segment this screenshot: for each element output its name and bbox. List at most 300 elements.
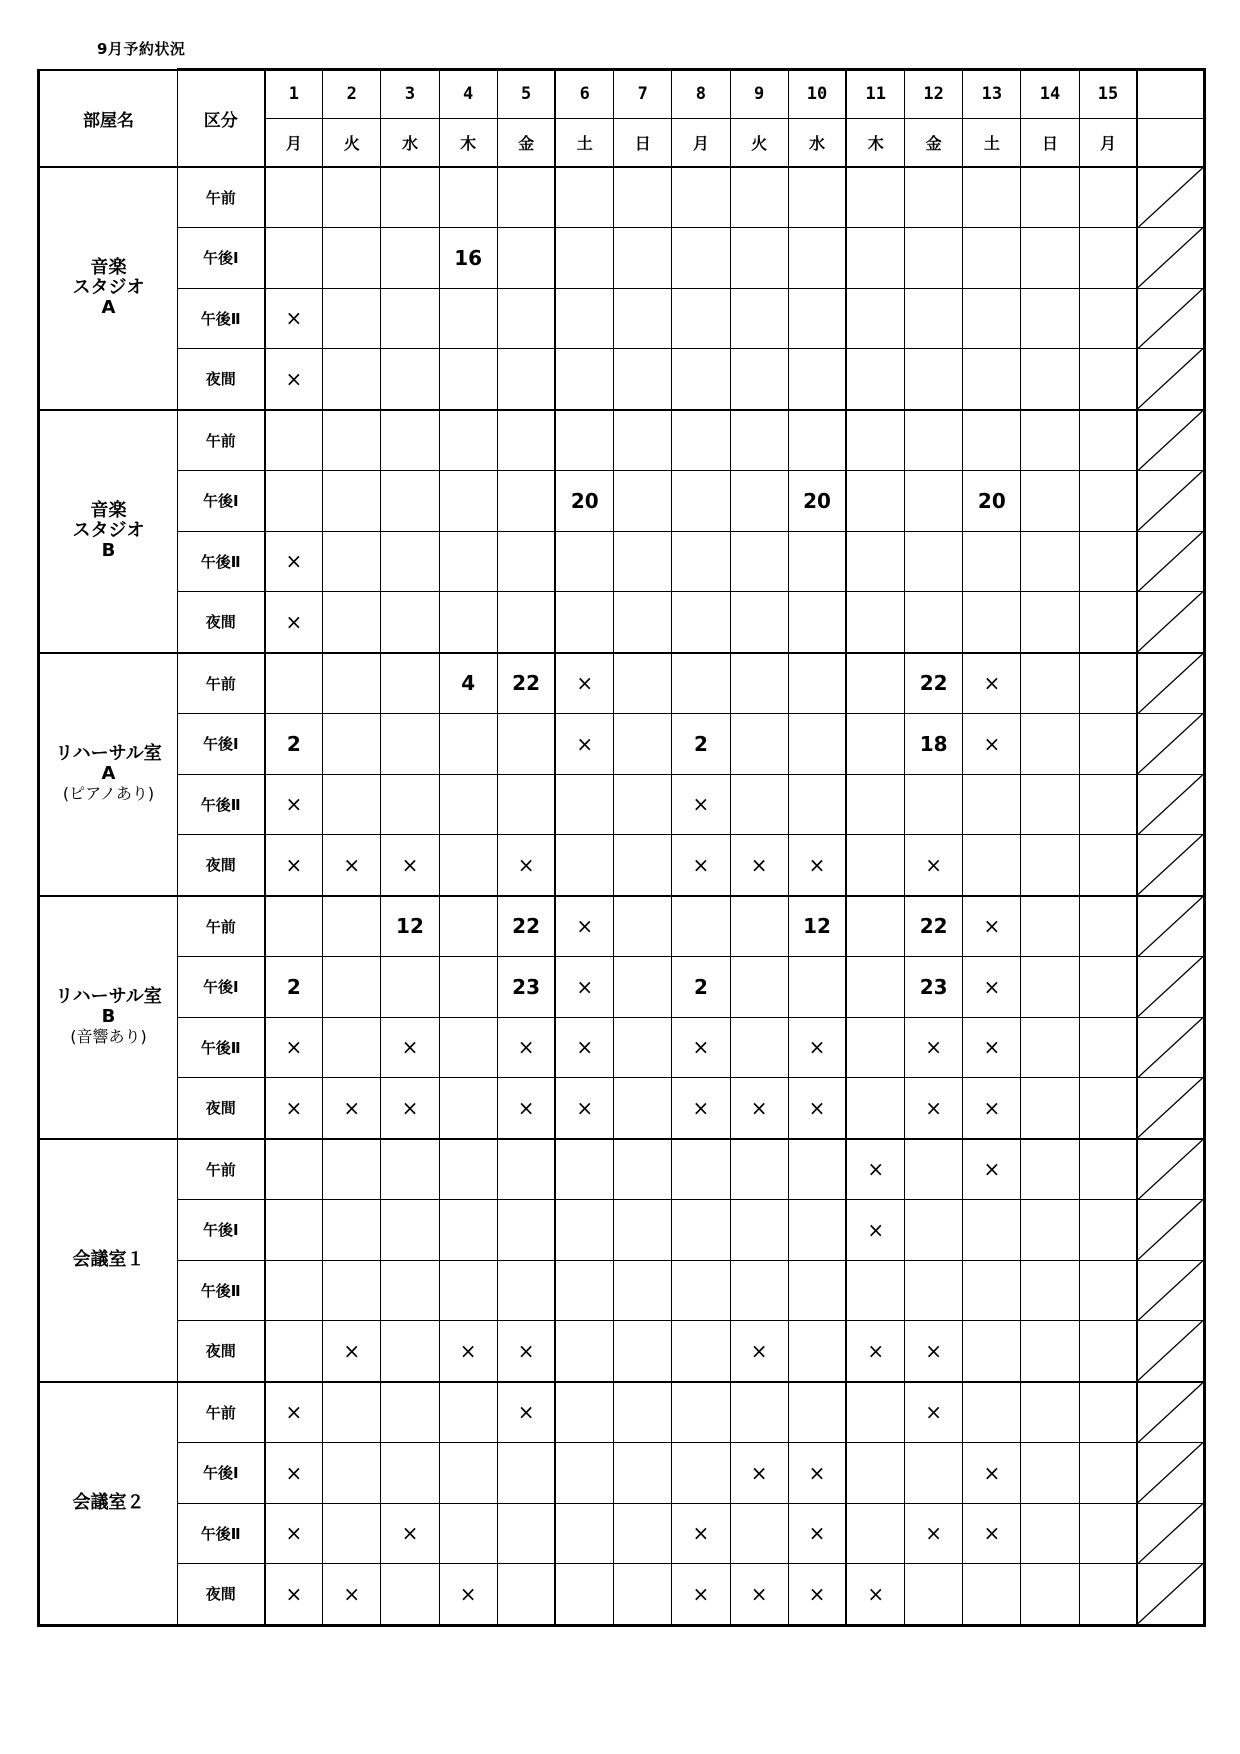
reservation-cell <box>788 714 846 775</box>
room-name-line: 音楽 <box>90 500 127 521</box>
room-name <box>39 653 178 896</box>
reservation-cell: × <box>555 1017 613 1078</box>
room-name-line: 会議室２ <box>72 1492 145 1513</box>
reservation-cell <box>381 1382 439 1443</box>
reservation-cell <box>1079 653 1137 714</box>
reservation-cell <box>381 349 439 410</box>
reservation-cell <box>1079 1443 1137 1504</box>
reservation-cell <box>439 1078 497 1139</box>
reservation-cell: × <box>672 774 730 835</box>
reservation-cell <box>439 835 497 896</box>
reservation-cell <box>963 167 1021 228</box>
reservation-cell: × <box>672 1078 730 1139</box>
date-header: 6 <box>555 70 613 119</box>
reservation-cell <box>265 896 323 957</box>
date-header: 3 <box>381 70 439 119</box>
reservation-cell <box>439 531 497 592</box>
reservation-cell: 22 <box>497 896 555 957</box>
reservation-cell <box>323 896 381 957</box>
reservation-cell <box>614 592 672 653</box>
unavailable-cell <box>1137 1443 1204 1504</box>
reservation-cell <box>497 228 555 289</box>
reservation-cell <box>323 957 381 1018</box>
slot-row <box>39 228 1205 289</box>
reservation-cell <box>1079 957 1137 1018</box>
slot-row <box>39 592 1205 653</box>
slot-column-header: 区分 <box>178 70 265 167</box>
reservation-cell: × <box>323 1078 381 1139</box>
reservation-cell <box>323 1260 381 1321</box>
reservation-cell <box>905 167 963 228</box>
reservation-cell <box>1021 228 1079 289</box>
reservation-cell: × <box>497 1017 555 1078</box>
reservation-cell <box>555 1443 613 1504</box>
reservation-cell <box>1079 774 1137 835</box>
reservation-cell <box>1021 1321 1079 1382</box>
reservation-cell <box>1079 1321 1137 1382</box>
reservation-cell <box>963 835 1021 896</box>
reservation-cell <box>846 471 904 532</box>
room-name-line: A <box>101 763 116 784</box>
reservation-cell <box>381 471 439 532</box>
reservation-cell <box>846 228 904 289</box>
reservation-cell <box>1079 1260 1137 1321</box>
reservation-cell <box>439 167 497 228</box>
reservation-cell <box>439 1017 497 1078</box>
reservation-body <box>39 167 1205 1626</box>
reservation-cell <box>846 1078 904 1139</box>
slot-label: 夜間 <box>178 1078 265 1139</box>
reservation-cell <box>439 896 497 957</box>
reservation-cell: × <box>730 835 788 896</box>
reservation-cell: × <box>963 1443 1021 1504</box>
date-header: 11 <box>846 70 904 119</box>
reservation-cell <box>730 1260 788 1321</box>
reservation-cell <box>439 957 497 1018</box>
reservation-cell: × <box>381 1078 439 1139</box>
unavailable-cell <box>1137 1260 1204 1321</box>
reservation-cell <box>1079 1017 1137 1078</box>
reservation-cell <box>846 592 904 653</box>
reservation-cell <box>323 349 381 410</box>
reservation-cell <box>381 1564 439 1626</box>
reservation-cell <box>381 531 439 592</box>
reservation-cell: 22 <box>905 653 963 714</box>
room-column-header: 部屋名 <box>39 70 178 167</box>
reservation-cell <box>905 1200 963 1261</box>
reservation-cell <box>439 1503 497 1564</box>
reservation-cell <box>1079 1503 1137 1564</box>
reservation-cell: × <box>788 835 846 896</box>
reservation-cell <box>846 714 904 775</box>
reservation-cell <box>1021 835 1079 896</box>
room-name-line: 音楽 <box>90 257 127 278</box>
reservation-cell <box>846 774 904 835</box>
reservation-cell: × <box>497 835 555 896</box>
reservation-cell: × <box>788 1017 846 1078</box>
reservation-cell <box>614 1200 672 1261</box>
slot-label: 午後Ⅱ <box>178 774 265 835</box>
reservation-cell <box>905 410 963 471</box>
reservation-cell <box>381 228 439 289</box>
reservation-cell <box>846 896 904 957</box>
reservation-cell <box>846 1382 904 1443</box>
reservation-cell <box>730 714 788 775</box>
slot-row <box>39 167 1205 228</box>
reservation-cell <box>1079 349 1137 410</box>
reservation-cell <box>730 349 788 410</box>
reservation-cell <box>788 957 846 1018</box>
reservation-cell <box>1021 410 1079 471</box>
reservation-cell: × <box>963 1503 1021 1564</box>
weekday-header: 月 <box>672 118 730 167</box>
slot-row <box>39 1564 1205 1626</box>
reservation-cell <box>323 228 381 289</box>
weekday-header: 水 <box>381 118 439 167</box>
unavailable-cell <box>1137 1078 1204 1139</box>
reservation-cell <box>788 288 846 349</box>
date-header: 12 <box>905 70 963 119</box>
reservation-cell <box>265 1200 323 1261</box>
unavailable-cell <box>1137 957 1204 1018</box>
reservation-cell <box>846 653 904 714</box>
room-name-line: (音響あり) <box>70 1027 147 1046</box>
reservation-cell <box>1021 288 1079 349</box>
reservation-cell <box>497 1200 555 1261</box>
date-header: 15 <box>1079 70 1137 119</box>
reservation-cell <box>555 531 613 592</box>
slot-row <box>39 896 1205 957</box>
reservation-cell <box>555 1382 613 1443</box>
reservation-cell: × <box>963 896 1021 957</box>
reservation-cell <box>1021 1260 1079 1321</box>
reservation-cell <box>555 835 613 896</box>
reservation-cell <box>672 349 730 410</box>
reservation-cell <box>381 592 439 653</box>
reservation-cell: 12 <box>381 896 439 957</box>
reservation-cell <box>555 1503 613 1564</box>
unavailable-cell <box>1137 1200 1204 1261</box>
reservation-cell <box>323 471 381 532</box>
unavailable-cell <box>1137 167 1204 228</box>
reservation-cell <box>497 592 555 653</box>
reservation-cell <box>323 1139 381 1200</box>
unavailable-cell <box>1137 592 1204 653</box>
reservation-cell: × <box>788 1564 846 1626</box>
date-header: 10 <box>788 70 846 119</box>
slot-row <box>39 531 1205 592</box>
reservation-cell <box>555 410 613 471</box>
reservation-cell: × <box>265 1382 323 1443</box>
reservation-cell <box>963 349 1021 410</box>
slot-label: 午前 <box>178 167 265 228</box>
reservation-cell <box>963 1321 1021 1382</box>
reservation-cell <box>555 1564 613 1626</box>
room-name <box>39 1139 178 1382</box>
slot-label: 午後Ⅰ <box>178 471 265 532</box>
date-header: 2 <box>323 70 381 119</box>
slot-row <box>39 653 1205 714</box>
reservation-cell <box>1079 1382 1137 1443</box>
reservation-cell: × <box>672 1503 730 1564</box>
header-date-row <box>39 70 1205 119</box>
reservation-cell: × <box>555 714 613 775</box>
slot-row <box>39 1139 1205 1200</box>
slot-row <box>39 714 1205 775</box>
reservation-cell <box>1021 1503 1079 1564</box>
reservation-cell <box>439 1200 497 1261</box>
weekday-header: 土 <box>555 118 613 167</box>
reservation-cell <box>555 1321 613 1382</box>
reservation-cell <box>497 1139 555 1200</box>
reservation-cell <box>1021 957 1079 1018</box>
date-header: 1 <box>265 70 323 119</box>
reservation-cell <box>905 228 963 289</box>
reservation-cell <box>614 1503 672 1564</box>
reservation-cell <box>1021 653 1079 714</box>
reservation-cell <box>265 167 323 228</box>
reservation-cell: × <box>265 1443 323 1504</box>
unavailable-cell <box>1137 228 1204 289</box>
slot-row <box>39 471 1205 532</box>
reservation-cell <box>1079 531 1137 592</box>
reservation-cell <box>1079 1078 1137 1139</box>
slot-row <box>39 349 1205 410</box>
reservation-cell: × <box>846 1564 904 1626</box>
reservation-cell <box>614 835 672 896</box>
reservation-cell <box>1079 714 1137 775</box>
reservation-cell <box>788 167 846 228</box>
slot-label: 午後Ⅱ <box>178 1260 265 1321</box>
weekday-header: 金 <box>497 118 555 167</box>
reservation-cell <box>730 896 788 957</box>
slot-row <box>39 774 1205 835</box>
reservation-cell: × <box>381 1503 439 1564</box>
slot-label: 午前 <box>178 1382 265 1443</box>
reservation-cell: × <box>555 957 613 1018</box>
slot-row <box>39 1503 1205 1564</box>
reservation-cell <box>381 167 439 228</box>
reservation-cell <box>1021 1564 1079 1626</box>
reservation-cell <box>730 592 788 653</box>
room-name-line: スタジオ <box>72 520 145 541</box>
reservation-cell <box>555 1139 613 1200</box>
reservation-cell <box>555 349 613 410</box>
reservation-cell <box>1021 349 1079 410</box>
reservation-cell <box>788 1321 846 1382</box>
reservation-cell: × <box>846 1139 904 1200</box>
reservation-cell <box>730 1503 788 1564</box>
reservation-cell <box>846 1017 904 1078</box>
reservation-cell: × <box>265 774 323 835</box>
reservation-cell <box>730 531 788 592</box>
reservation-cell <box>497 1260 555 1321</box>
reservation-cell: 16 <box>439 228 497 289</box>
reservation-cell: × <box>846 1321 904 1382</box>
reservation-cell: × <box>265 1564 323 1626</box>
reservation-cell: × <box>672 835 730 896</box>
reservation-cell <box>614 1382 672 1443</box>
reservation-cell: 4 <box>439 653 497 714</box>
reservation-cell <box>497 714 555 775</box>
weekday-header: 木 <box>846 118 904 167</box>
reservation-cell <box>788 1260 846 1321</box>
weekday-header: 土 <box>963 118 1021 167</box>
reservation-cell <box>1079 1564 1137 1626</box>
unavailable-cell <box>1137 653 1204 714</box>
reservation-cell <box>905 288 963 349</box>
reservation-cell: × <box>788 1078 846 1139</box>
reservation-cell <box>788 774 846 835</box>
reservation-cell <box>497 288 555 349</box>
reservation-cell <box>1021 1443 1079 1504</box>
reservation-cell <box>1079 471 1137 532</box>
reservation-cell <box>905 471 963 532</box>
room-name <box>39 410 178 653</box>
weekday-header: 火 <box>730 118 788 167</box>
weekday-header: 月 <box>1079 118 1137 167</box>
date-header: 14 <box>1021 70 1079 119</box>
reservation-cell: 2 <box>672 714 730 775</box>
unavailable-cell <box>1137 288 1204 349</box>
reservation-cell: × <box>265 531 323 592</box>
slot-row <box>39 835 1205 896</box>
slot-row <box>39 1017 1205 1078</box>
slot-row <box>39 957 1205 1018</box>
reservation-cell <box>905 592 963 653</box>
reservation-cell <box>672 471 730 532</box>
slot-label: 夜間 <box>178 835 265 896</box>
reservation-cell <box>963 410 1021 471</box>
reservation-cell: × <box>555 653 613 714</box>
reservation-cell <box>323 653 381 714</box>
reservation-cell <box>439 288 497 349</box>
reservation-cell <box>905 349 963 410</box>
weekday-header: 火 <box>323 118 381 167</box>
reservation-cell: × <box>381 835 439 896</box>
reservation-cell <box>672 1321 730 1382</box>
slot-label: 午後Ⅱ <box>178 288 265 349</box>
reservation-cell <box>555 774 613 835</box>
reservation-cell <box>323 1443 381 1504</box>
reservation-cell <box>672 167 730 228</box>
unavailable-cell <box>1137 774 1204 835</box>
reservation-cell <box>1079 1200 1137 1261</box>
reservation-cell: × <box>905 1382 963 1443</box>
reservation-cell <box>846 835 904 896</box>
reservation-cell: 12 <box>788 896 846 957</box>
unavailable-cell <box>1137 410 1204 471</box>
reservation-table <box>37 68 1206 1627</box>
reservation-cell: × <box>905 1321 963 1382</box>
reservation-cell <box>323 1200 381 1261</box>
reservation-cell: 22 <box>497 653 555 714</box>
reservation-cell: × <box>265 592 323 653</box>
unavailable-cell <box>1137 1139 1204 1200</box>
room-name-line: A <box>101 297 116 318</box>
reservation-cell <box>381 288 439 349</box>
reservation-cell <box>730 288 788 349</box>
reservation-cell <box>497 1503 555 1564</box>
room-name-line: リハーサル室 <box>55 986 162 1007</box>
reservation-cell: 20 <box>963 471 1021 532</box>
reservation-cell <box>614 896 672 957</box>
reservation-cell <box>672 410 730 471</box>
reservation-cell <box>730 1382 788 1443</box>
reservation-cell <box>614 1078 672 1139</box>
reservation-cell: × <box>265 1017 323 1078</box>
reservation-cell <box>614 1321 672 1382</box>
reservation-cell <box>614 1139 672 1200</box>
reservation-cell <box>1021 1139 1079 1200</box>
room-name <box>39 896 178 1139</box>
room-name <box>39 1382 178 1626</box>
reservation-cell <box>788 349 846 410</box>
reservation-cell: × <box>963 1078 1021 1139</box>
reservation-cell <box>1079 167 1137 228</box>
reservation-cell <box>730 1139 788 1200</box>
reservation-cell: × <box>265 349 323 410</box>
reservation-cell <box>963 774 1021 835</box>
reservation-cell <box>846 1260 904 1321</box>
reservation-cell <box>381 1443 439 1504</box>
room-name-line: 会議室１ <box>72 1249 145 1270</box>
reservation-cell <box>788 1139 846 1200</box>
reservation-cell <box>323 1503 381 1564</box>
reservation-cell <box>846 410 904 471</box>
reservation-cell <box>846 531 904 592</box>
reservation-cell <box>1021 1078 1079 1139</box>
reservation-cell <box>265 1321 323 1382</box>
unavailable-cell <box>1137 835 1204 896</box>
unavailable-cell <box>1137 1564 1204 1626</box>
reservation-cell <box>1021 896 1079 957</box>
reservation-cell <box>555 1260 613 1321</box>
reservation-cell <box>439 1443 497 1504</box>
slot-label: 午後Ⅰ <box>178 228 265 289</box>
slot-row <box>39 1078 1205 1139</box>
reservation-cell <box>497 410 555 471</box>
reservation-cell <box>497 471 555 532</box>
reservation-cell <box>1079 896 1137 957</box>
weekday-header: 金 <box>905 118 963 167</box>
reservation-cell <box>1079 288 1137 349</box>
reservation-cell <box>614 410 672 471</box>
reservation-cell <box>381 774 439 835</box>
reservation-cell <box>439 349 497 410</box>
reservation-cell: × <box>963 957 1021 1018</box>
reservation-cell <box>614 774 672 835</box>
reservation-cell: × <box>788 1443 846 1504</box>
reservation-cell: 18 <box>905 714 963 775</box>
unavailable-cell <box>1137 1382 1204 1443</box>
reservation-cell <box>439 714 497 775</box>
reservation-cell <box>555 228 613 289</box>
reservation-cell <box>672 1443 730 1504</box>
unavailable-cell <box>1137 1503 1204 1564</box>
reservation-cell <box>497 1443 555 1504</box>
reservation-cell <box>265 228 323 289</box>
reservation-cell: × <box>381 1017 439 1078</box>
date-header: 13 <box>963 70 1021 119</box>
reservation-cell <box>846 349 904 410</box>
reservation-cell: × <box>730 1078 788 1139</box>
reservation-cell <box>381 714 439 775</box>
reservation-cell <box>963 288 1021 349</box>
slot-label: 午後Ⅰ <box>178 714 265 775</box>
slot-label: 午前 <box>178 653 265 714</box>
reservation-cell <box>614 228 672 289</box>
